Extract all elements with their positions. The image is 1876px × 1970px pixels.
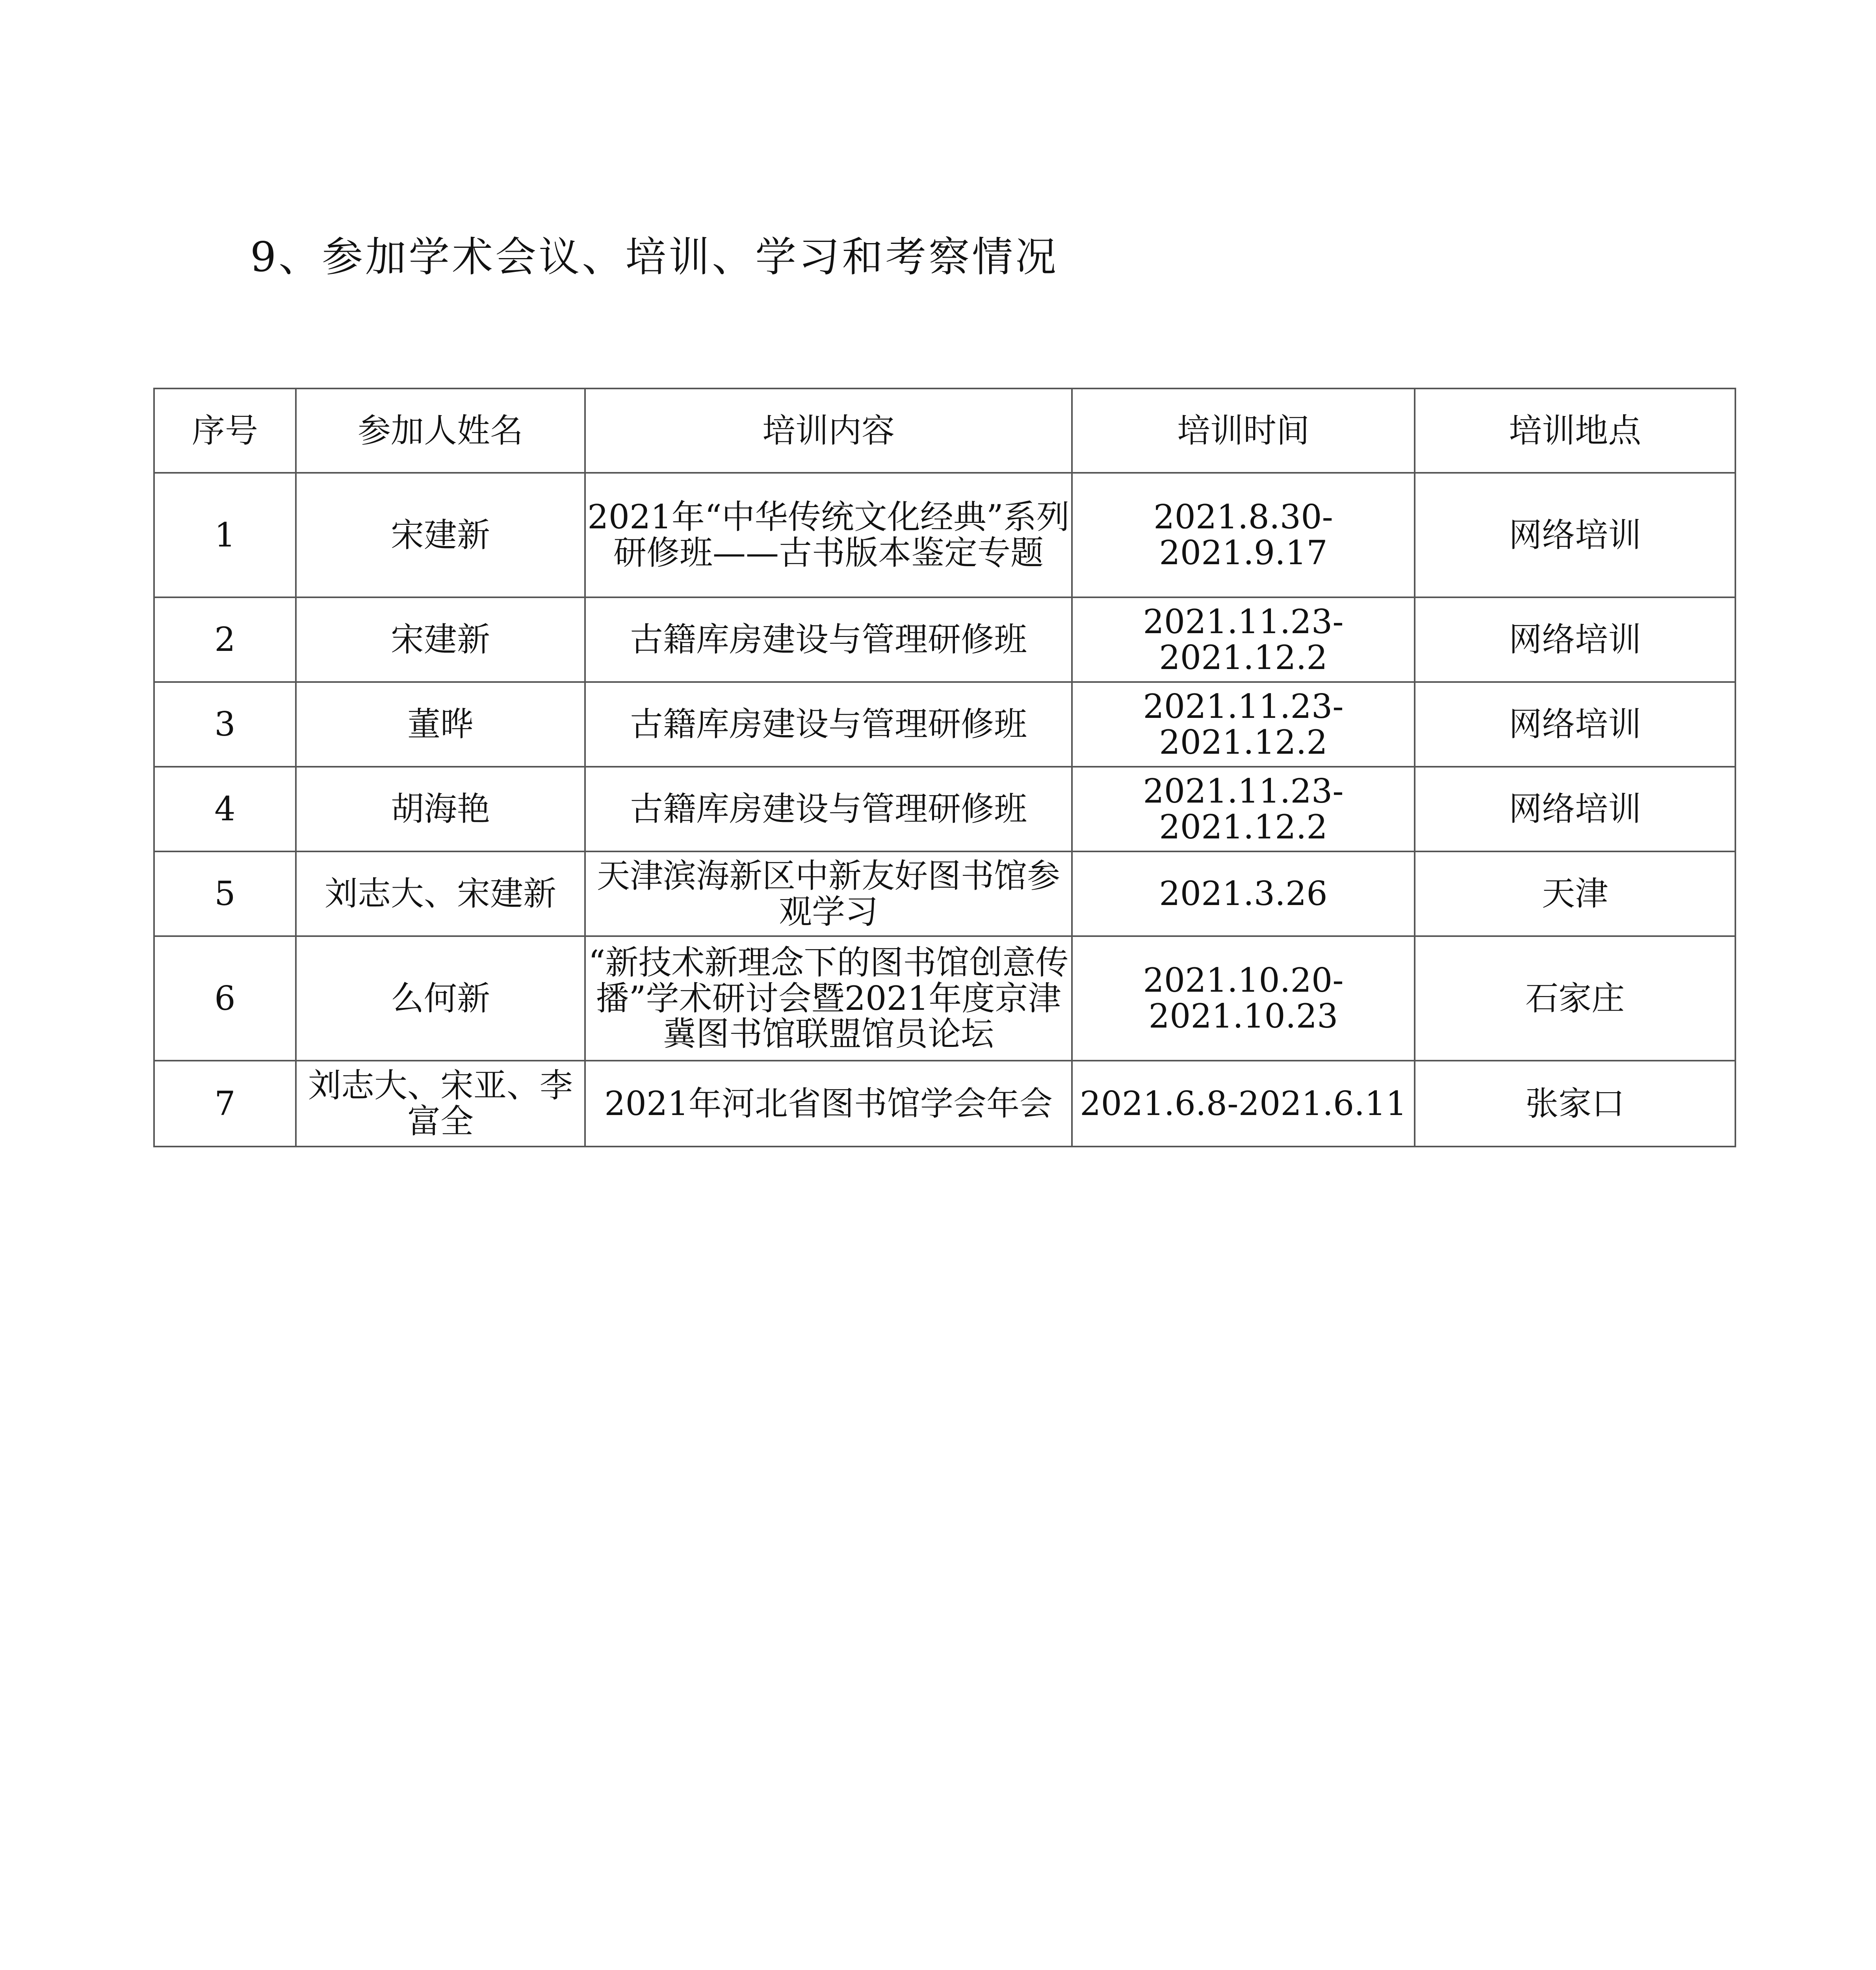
cell-time: 2021.11.23-2021.12.2: [1072, 767, 1415, 851]
table-row: [154, 851, 1735, 936]
cell-place: 网络培训: [1415, 473, 1735, 597]
table-header-row: [154, 388, 1735, 473]
training-records-table: [153, 388, 1736, 1147]
cell-name: 宋建新: [296, 473, 585, 597]
cell-place: 网络培训: [1415, 597, 1735, 682]
cell-content: 古籍库房建设与管理研修班: [585, 767, 1072, 851]
cell-index: 2: [154, 597, 296, 682]
cell-index: 1: [154, 473, 296, 597]
table-row: [154, 1061, 1735, 1147]
cell-time: 2021.11.23-2021.12.2: [1072, 682, 1415, 767]
cell-name: 刘志大、宋亚、李富全: [296, 1061, 585, 1147]
header-name: 参加人姓名: [296, 388, 585, 473]
cell-content: “新技术新理念下的图书馆创意传播”学术研讨会暨2021年度京津冀图书馆联盟馆员论坛: [585, 936, 1072, 1061]
cell-place: 天津: [1415, 851, 1735, 936]
cell-name: 宋建新: [296, 597, 585, 682]
header-time: 培训时间: [1072, 388, 1415, 473]
cell-time: 2021.10.20-2021.10.23: [1072, 936, 1415, 1061]
header-place: 培训地点: [1415, 388, 1735, 473]
table-row: [154, 597, 1735, 682]
cell-place: 网络培训: [1415, 767, 1735, 851]
cell-name: 么何新: [296, 936, 585, 1061]
header-content: 培训内容: [585, 388, 1072, 473]
cell-time: 2021.3.26: [1072, 851, 1415, 936]
cell-index: 7: [154, 1061, 296, 1147]
table-row: [154, 473, 1735, 597]
cell-place: 石家庄: [1415, 936, 1735, 1061]
cell-content: 2021年河北省图书馆学会年会: [585, 1061, 1072, 1147]
cell-name: 董晔: [296, 682, 585, 767]
cell-index: 5: [154, 851, 296, 936]
table-row: [154, 767, 1735, 851]
cell-index: 3: [154, 682, 296, 767]
cell-index: 6: [154, 936, 296, 1061]
section-heading: 9、参加学术会议、培训、学习和考察情况: [250, 233, 1059, 281]
cell-time: 2021.8.30-2021.9.17: [1072, 473, 1415, 597]
cell-time: 2021.11.23-2021.12.2: [1072, 597, 1415, 682]
table-row: [154, 936, 1735, 1061]
cell-content: 2021年“中华传统文化经典”系列研修班——古书版本鉴定专题: [585, 473, 1072, 597]
cell-content: 古籍库房建设与管理研修班: [585, 597, 1072, 682]
cell-time: 2021.6.8-2021.6.11: [1072, 1061, 1415, 1147]
header-index: 序号: [154, 388, 296, 473]
cell-content: 天津滨海新区中新友好图书馆参观学习: [585, 851, 1072, 936]
cell-place: 网络培训: [1415, 682, 1735, 767]
cell-place: 张家口: [1415, 1061, 1735, 1147]
table-row: [154, 682, 1735, 767]
cell-name: 刘志大、宋建新: [296, 851, 585, 936]
cell-name: 胡海艳: [296, 767, 585, 851]
cell-content: 古籍库房建设与管理研修班: [585, 682, 1072, 767]
cell-index: 4: [154, 767, 296, 851]
